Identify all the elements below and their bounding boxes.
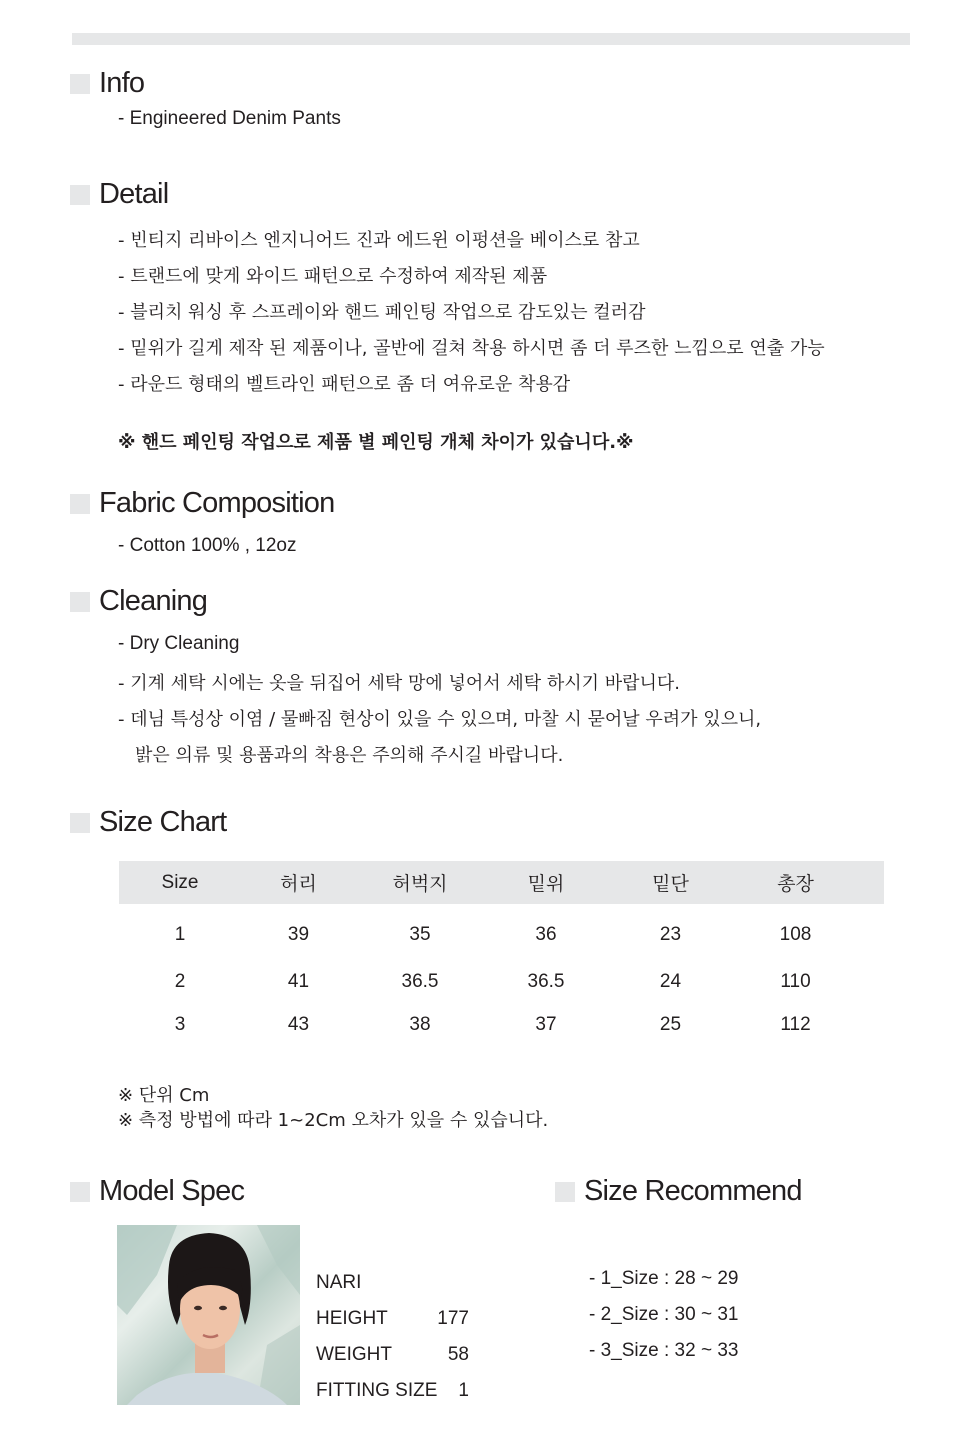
section-square-icon	[70, 74, 90, 94]
table-row	[119, 910, 884, 960]
table-cell: 35	[409, 924, 431, 945]
size-chart-note: ※ 측정 방법에 따라 1~2Cm 오차가 있을 수 있습니다.	[118, 1110, 549, 1131]
model-fitting-value: 1	[458, 1380, 469, 1401]
cleaning-item: - 데님 특성상 이염 / 물빠짐 현상이 있을 수 있으며, 마찰 시 묻어날 우려가 있으니,	[118, 709, 762, 730]
size-chart-header-row	[119, 861, 884, 904]
table-cell: 36	[535, 924, 557, 945]
model-fitting-label: FITTING SIZE	[316, 1380, 438, 1401]
table-cell: 2	[174, 971, 186, 992]
section-square-icon	[70, 185, 90, 205]
cleaning-item: - Dry Cleaning	[118, 633, 240, 654]
detail-item: - 빈티지 리바이스 엔지니어드 진과 에드윈 이펑션을 베이스로 참고	[118, 230, 640, 251]
model-weight-value: 58	[447, 1344, 469, 1365]
table-cell: 41	[287, 971, 310, 992]
table-row	[119, 960, 884, 1004]
header-cell: 밑위	[527, 873, 565, 895]
detail-item: - 라운드 형태의 벨트라인 패턴으로 좀 더 여유로운 착용감	[118, 374, 571, 395]
table-cell: 43	[287, 1014, 310, 1035]
section-square-icon	[70, 1182, 90, 1202]
info-item: - Engineered Denim Pants	[118, 108, 341, 129]
table-cell: 1	[174, 924, 186, 945]
detail-item: - 블리치 워싱 후 스프레이와 핸드 페인팅 작업으로 감도있는 컬러감	[118, 302, 646, 323]
model-photo	[117, 1225, 300, 1405]
table-cell: 36.5	[527, 971, 565, 992]
section-title: Info	[99, 67, 145, 99]
table-cell: 112	[780, 1014, 811, 1035]
header-cell: 허벅지	[392, 873, 448, 895]
size-recommend-item: - 2_Size : 30 ~ 31	[589, 1304, 739, 1325]
section-title: Cleaning	[99, 585, 208, 617]
section-square-icon	[70, 494, 90, 514]
section-header-detail	[70, 178, 168, 211]
section-header-fabric	[70, 487, 334, 520]
section-title: Size Recommend	[584, 1175, 802, 1207]
table-cell: 36.5	[401, 971, 439, 992]
size-chart-note: ※ 단위 Cm	[118, 1085, 210, 1106]
table-cell: 108	[779, 924, 812, 945]
model-photo-illustration	[117, 1225, 300, 1405]
section-title: Fabric Composition	[99, 487, 335, 519]
detail-note: ※ 핸드 페인팅 작업으로 제품 별 페인팅 개체 차이가 있습니다.※	[118, 432, 634, 453]
section-title: Size Chart	[99, 806, 227, 838]
header-cell: 허리	[280, 873, 317, 895]
model-weight-label: WEIGHT	[316, 1344, 392, 1365]
top-divider-bar	[72, 33, 910, 45]
section-square-icon	[70, 592, 90, 612]
section-title: Detail	[99, 178, 169, 210]
section-square-icon	[555, 1182, 575, 1202]
cleaning-item: - 기계 세탁 시에는 옷을 뒤집어 세탁 망에 넣어서 세탁 하시기 바랍니다.	[118, 673, 681, 694]
header-cell: 총장	[777, 873, 814, 895]
table-cell: 3	[174, 1014, 186, 1035]
section-header-cleaning	[70, 585, 207, 618]
table-cell: 37	[535, 1014, 557, 1035]
section-header-size-recommend	[555, 1175, 802, 1208]
section-square-icon	[70, 813, 90, 833]
section-header-info	[70, 67, 144, 100]
table-cell: 110	[780, 971, 811, 992]
size-chart-table	[119, 861, 884, 1046]
table-cell: 38	[409, 1014, 431, 1035]
header-cell: 밑단	[652, 873, 689, 895]
section-title: Model Spec	[99, 1175, 245, 1207]
detail-item: - 트랜드에 맞게 와이드 패턴으로 수정하여 제작된 제품	[118, 266, 548, 287]
fabric-item: - Cotton 100% , 12oz	[118, 535, 297, 556]
cleaning-item: 밝은 의류 및 용품과의 착용은 주의해 주시길 바랍니다.	[135, 745, 564, 766]
detail-item: - 밑위가 길게 제작 된 제품이나, 골반에 걸쳐 착용 하시면 좀 더 루즈한 느낌으로 연출 가능	[118, 338, 825, 359]
section-header-size-chart	[70, 806, 226, 839]
model-height-label: HEIGHT	[316, 1308, 388, 1329]
table-row	[119, 1004, 884, 1046]
section-header-model-spec	[70, 1175, 244, 1208]
model-height-value: 177	[437, 1308, 469, 1329]
table-cell: 25	[659, 1014, 682, 1035]
table-cell: 24	[659, 971, 682, 992]
size-recommend-item: - 3_Size : 32 ~ 33	[589, 1340, 739, 1361]
size-recommend-item: - 1_Size : 28 ~ 29	[589, 1268, 739, 1289]
header-cell: Size	[161, 871, 199, 893]
table-cell: 39	[287, 924, 310, 945]
model-name: NARI	[316, 1272, 362, 1293]
table-cell: 23	[659, 924, 682, 945]
